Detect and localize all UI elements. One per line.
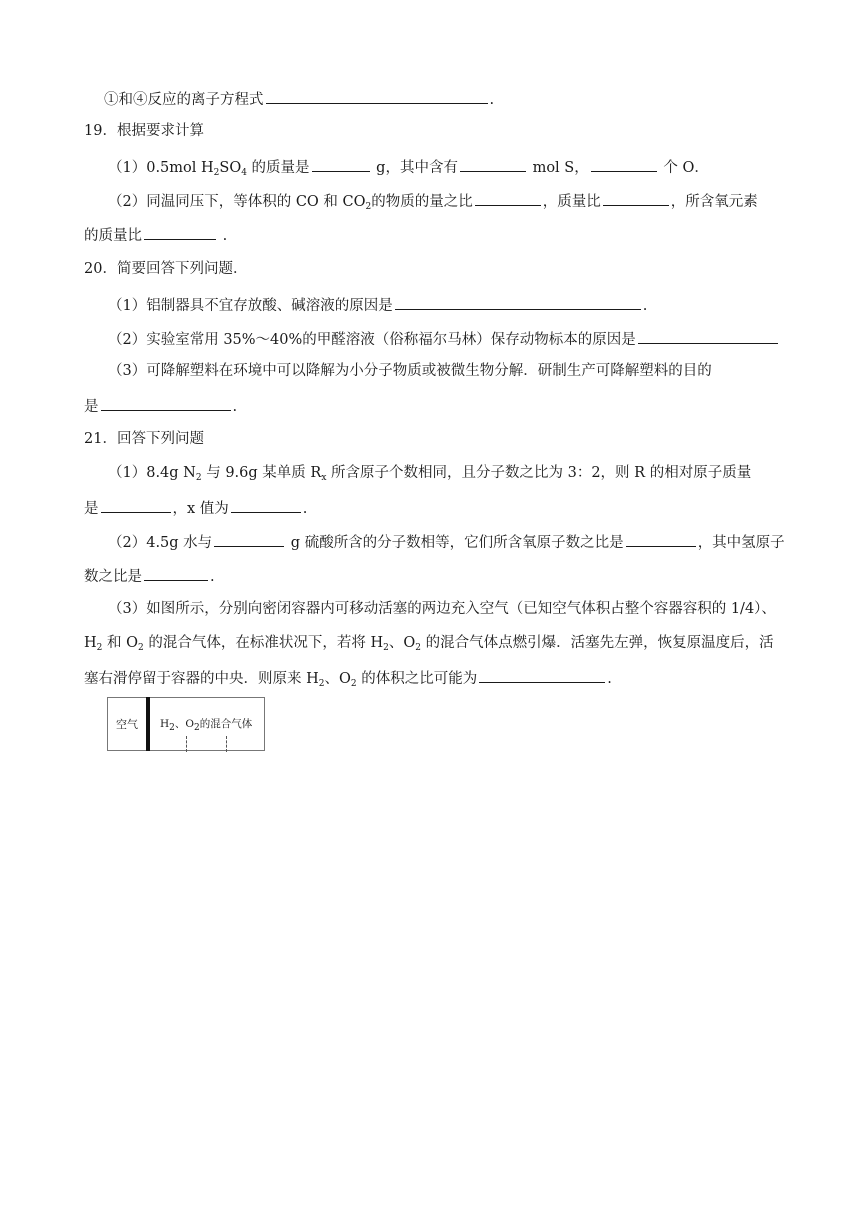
question-20-part-2 bbox=[108, 328, 780, 350]
text: . bbox=[607, 671, 612, 687]
text: 的物质的量之比 bbox=[371, 194, 473, 210]
subscript: 2 bbox=[350, 679, 357, 689]
answer-blank[interactable] bbox=[626, 531, 696, 547]
text: . bbox=[232, 399, 238, 415]
answer-blank[interactable] bbox=[475, 190, 541, 206]
text: （1）铝制器具不宜存放酸、碱溶液的原因是 bbox=[108, 298, 393, 314]
text: . bbox=[642, 298, 648, 314]
answer-blank[interactable] bbox=[603, 190, 669, 206]
subscript: 2 bbox=[365, 202, 372, 212]
question-21-part-1-cont bbox=[84, 497, 307, 519]
text: 的体积之比可能为 bbox=[356, 671, 478, 687]
text: 数之比是 bbox=[84, 569, 142, 585]
subscript: 2 bbox=[169, 723, 175, 733]
question-21-title bbox=[84, 429, 204, 449]
answer-blank[interactable] bbox=[144, 224, 216, 240]
answer-blank[interactable] bbox=[101, 395, 231, 411]
subscript: 4 bbox=[241, 168, 247, 178]
answer-blank[interactable] bbox=[144, 565, 208, 581]
subscript: 2 bbox=[415, 643, 421, 653]
answer-blank[interactable] bbox=[638, 328, 778, 344]
text: 是 bbox=[84, 501, 99, 517]
subscript: 2 bbox=[383, 643, 389, 653]
question-21-part-3 bbox=[108, 599, 776, 619]
text: （1）8.4g N bbox=[108, 465, 196, 481]
question-20-title bbox=[84, 259, 247, 279]
subscript: 2 bbox=[138, 643, 144, 653]
answer-blank[interactable] bbox=[479, 667, 605, 683]
text: ①和④反应的离子方程式 bbox=[104, 92, 264, 108]
text: 的质量是 bbox=[246, 160, 310, 176]
text: （2）实验室常用 35%～40%的甲醛溶液（俗称福尔马林）保存动物标本的原因是 bbox=[108, 332, 636, 348]
text: 、O bbox=[324, 671, 351, 687]
text: ，质量比 bbox=[542, 194, 601, 210]
text: SO bbox=[219, 160, 242, 176]
question-19-part-1 bbox=[108, 156, 709, 178]
container-diagram bbox=[107, 697, 265, 751]
question-20-part-1 bbox=[108, 294, 647, 316]
text: （2）同温同压下，等体积的 CO 和 CO bbox=[108, 194, 366, 210]
text: 、O bbox=[174, 718, 195, 730]
answer-blank[interactable] bbox=[395, 294, 641, 310]
text: 是 bbox=[84, 399, 99, 415]
question-21-part-2 bbox=[108, 531, 785, 553]
text: （3）可降解塑料在环境中可以降解为小分子物质或被微生物分解．研制生产可降解塑料的目的 bbox=[108, 363, 712, 379]
subscript: 2 bbox=[194, 723, 200, 733]
text: 、O bbox=[388, 635, 416, 651]
question-20-part-3 bbox=[108, 361, 712, 381]
text: . bbox=[218, 228, 228, 244]
answer-blank[interactable] bbox=[231, 497, 301, 513]
text: 的混合气体，在标准状况下，若将 H bbox=[143, 635, 384, 651]
question-19-part-2-cont bbox=[84, 224, 227, 246]
question-21-part-2-cont bbox=[84, 565, 215, 587]
dashed-divider bbox=[226, 736, 227, 752]
question-19-title bbox=[84, 121, 204, 141]
text: 的混合气体点燃引爆．活塞先左弹，恢复原温度后，活 bbox=[420, 635, 774, 651]
text: . bbox=[489, 92, 495, 108]
subscript: 2 bbox=[96, 643, 103, 653]
text: g 硫酸所含的分子数相等，它们所含氧原子数之比是 bbox=[286, 535, 624, 551]
text: 19．根据要求计算 bbox=[84, 123, 204, 139]
text: H bbox=[160, 718, 170, 730]
text: （1）0.5mol H bbox=[108, 160, 214, 176]
air-label: 空气 bbox=[116, 718, 138, 731]
text: 与 9.6g 某单质 R bbox=[201, 465, 322, 481]
text: 和 O bbox=[102, 635, 138, 651]
ionic-equation-line bbox=[104, 88, 494, 110]
text: 的质量比 bbox=[84, 228, 142, 244]
answer-blank[interactable] bbox=[460, 156, 526, 172]
text: 21．回答下列问题 bbox=[84, 431, 204, 447]
text: ，其中氢原子 bbox=[697, 535, 785, 551]
question-21-part-3-cont-2 bbox=[84, 667, 612, 689]
text: 塞右滑停留于容器的中央．则原来 H bbox=[84, 671, 319, 687]
answer-blank[interactable] bbox=[312, 156, 370, 172]
subscript: 2 bbox=[318, 679, 325, 689]
question-19-part-2 bbox=[108, 190, 758, 212]
answer-blank[interactable] bbox=[214, 531, 284, 547]
dashed-divider bbox=[186, 736, 187, 752]
answer-blank[interactable] bbox=[101, 497, 171, 513]
text: 的混合气体 bbox=[199, 718, 253, 730]
answer-blank[interactable] bbox=[591, 156, 657, 172]
piston bbox=[146, 697, 150, 751]
text: （3）如图所示，分别向密闭容器内可移动活塞的两边充入空气（已知空气体积占整个容器容积的 1/4）、 bbox=[108, 601, 776, 617]
subscript: 2 bbox=[213, 168, 220, 178]
subscript: 2 bbox=[195, 473, 202, 483]
text: 20．简要回答下列问题． bbox=[84, 261, 248, 277]
text: 所含原子个数相同，且分子数之比为 3：2，则 R 的相对原子质量 bbox=[326, 465, 752, 481]
subscript: x bbox=[321, 473, 327, 483]
text: H bbox=[84, 635, 97, 651]
text: . bbox=[210, 569, 215, 585]
answer-blank[interactable] bbox=[266, 88, 488, 104]
text: （2）4.5g 水与 bbox=[108, 535, 213, 551]
question-21-part-1 bbox=[108, 463, 751, 483]
text: ，所含氧元素 bbox=[670, 194, 758, 210]
text: mol S， bbox=[527, 160, 589, 176]
text: 个 O． bbox=[658, 160, 709, 176]
text: g，其中含有 bbox=[371, 160, 458, 176]
text: . bbox=[302, 501, 308, 517]
text: ，x 值为 bbox=[172, 501, 229, 517]
question-20-part-3-cont bbox=[84, 395, 237, 417]
gas-mixture-label bbox=[160, 716, 252, 731]
question-21-part-3-cont-1 bbox=[84, 633, 774, 653]
